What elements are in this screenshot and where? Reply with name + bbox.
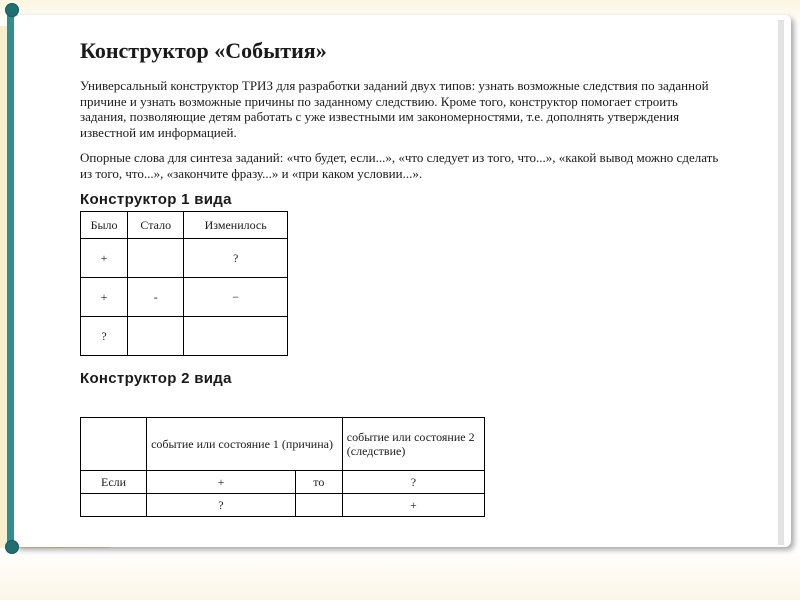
keywords-paragraph: Опорные слова для синтеза заданий: «что будет, если...», «что следует из того, что...», «какой вывод можно сделать из того, что...», «закончите фразу...» и «при каком условии...». bbox=[80, 150, 719, 181]
table2-row-label bbox=[81, 494, 147, 517]
table1-header-row bbox=[81, 212, 288, 239]
page-title: Конструктор «События» bbox=[80, 38, 327, 63]
table2 bbox=[80, 417, 485, 517]
table2-header-row bbox=[81, 418, 485, 471]
slide-content bbox=[80, 38, 720, 517]
table2-cause-cell: ? bbox=[147, 494, 296, 517]
table1-cell: − bbox=[184, 278, 288, 317]
table1-cell: - bbox=[128, 278, 184, 317]
table1-cell bbox=[184, 317, 288, 356]
table1 bbox=[80, 211, 288, 356]
table1-cell: ? bbox=[184, 239, 288, 278]
panel-shadow bbox=[778, 20, 784, 545]
table-row bbox=[81, 494, 485, 517]
intro-paragraph: Универсальный конструктор ТРИЗ для разработки заданий двух типов: узнать возможные следствия по заданной причине и узнать возможные причины по заданному следствию. Кроме того, конструктор помогает строить задания, позволяющие детям работать с уже известными им закономерностями, т.е. дополнять утверждения известной им информацией. bbox=[80, 78, 709, 140]
table2-connector-cell bbox=[295, 494, 342, 517]
scroll-rod bbox=[7, 5, 14, 547]
table1-col-header: Было bbox=[81, 212, 128, 239]
table2-header-effect: событие или состояние 2 (следствие) bbox=[342, 418, 484, 471]
table2-connector-cell: то bbox=[295, 471, 342, 494]
table2-row-label: Если bbox=[81, 471, 147, 494]
table1-col-header: Изменилось bbox=[184, 212, 288, 239]
table1-col-header: Стало bbox=[128, 212, 184, 239]
table-row bbox=[81, 317, 288, 356]
table1-cell bbox=[128, 317, 184, 356]
table2-effect-cell: + bbox=[342, 494, 484, 517]
table-row bbox=[81, 471, 485, 494]
table-row bbox=[81, 278, 288, 317]
table2-cause-cell: + bbox=[147, 471, 296, 494]
table1-heading: Конструктор 1 вида bbox=[80, 191, 232, 208]
scroll-knob-bottom-icon bbox=[5, 540, 19, 554]
bottom-decor-band bbox=[0, 548, 800, 600]
table2-effect-cell: ? bbox=[342, 471, 484, 494]
scroll-knob-top-icon bbox=[5, 3, 19, 17]
table-row bbox=[81, 239, 288, 278]
table2-empty-cell bbox=[81, 418, 147, 471]
table2-heading: Конструктор 2 вида bbox=[80, 370, 232, 387]
table2-header-cause: событие или состояние 1 (причина) bbox=[147, 418, 343, 471]
table1-cell: + bbox=[81, 278, 128, 317]
table1-cell: ? bbox=[81, 317, 128, 356]
table1-cell: + bbox=[81, 239, 128, 278]
table1-cell bbox=[128, 239, 184, 278]
